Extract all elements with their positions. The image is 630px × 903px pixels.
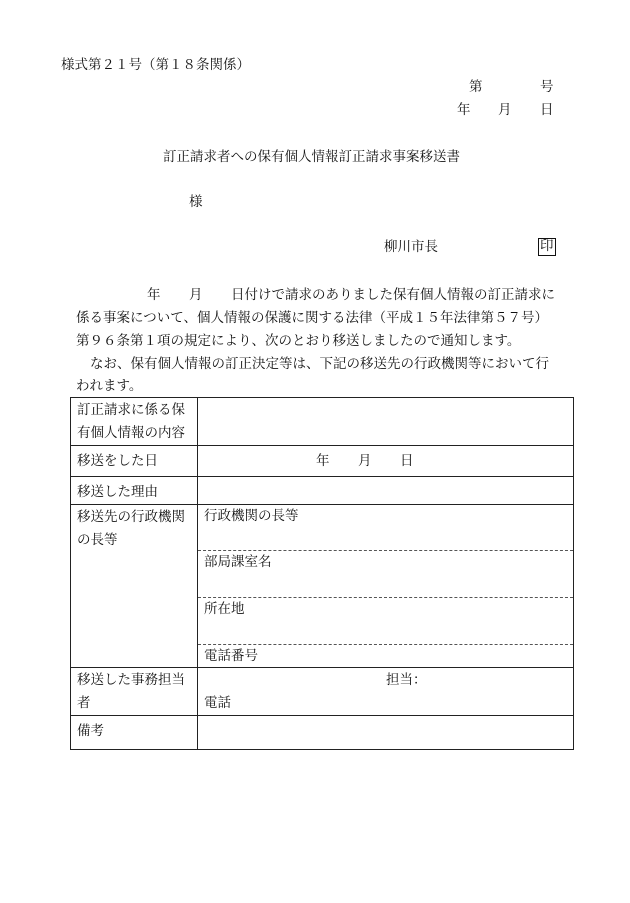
date-day: 日 <box>540 102 554 118</box>
body-year: 年 <box>147 287 161 303</box>
row-label-transfer-reason: 移送した理由 <box>71 477 198 505</box>
row-label-staff: 移送した事務担当 者 <box>71 668 198 716</box>
table-row <box>71 446 574 477</box>
body-line-2: 係る事案について、個人情報の保護に関する法律（平成１５年法律第５７号） <box>76 310 548 326</box>
seal-mark: 印 <box>540 238 554 254</box>
row-label-destination: 移送先の行政機関 の長等 <box>71 505 198 668</box>
row-label-info-content: 訂正請求に係る保 有個人情報の内容 <box>71 398 198 446</box>
form-number: 様式第２１号（第１８条関係） <box>61 57 250 73</box>
transfer-reason-value[interactable] <box>198 477 574 505</box>
department-name-field[interactable]: 部局課室名 <box>198 551 574 598</box>
transfer-details-table <box>70 397 574 750</box>
document-title: 訂正請求者への保有個人情報訂正請求事案移送書 <box>163 149 460 165</box>
row-label-transfer-date: 移送をした日 <box>71 446 198 477</box>
table-row <box>71 477 574 505</box>
staff-tel-label: 電話 <box>204 695 231 711</box>
destination-head-field[interactable]: 行政機関の長等 <box>198 505 574 551</box>
address-field[interactable]: 所在地 <box>198 598 574 645</box>
addressee-suffix: 様 <box>189 194 203 210</box>
sender-name: 柳川市長 <box>384 239 438 255</box>
staff-value[interactable] <box>198 668 574 716</box>
table-row <box>71 398 574 446</box>
date-month: 月 <box>498 102 512 118</box>
info-content-value[interactable] <box>198 398 574 446</box>
body-line-3: 第９６条第１項の規定により、次のとおり移送しましたので通知します。 <box>76 333 521 349</box>
remarks-value[interactable] <box>198 716 574 750</box>
doc-number-go: 号 <box>540 79 554 95</box>
body-line-4: なお、保有個人情報の訂正決定等は、下記の移送先の行政機関等において行 <box>90 356 549 372</box>
transfer-date-value[interactable]: 年 月 日 <box>198 446 574 477</box>
body-line-1: 日付けで請求のありました保有個人情報の訂正請求に <box>231 287 555 303</box>
row-label-remarks: 備考 <box>71 716 198 750</box>
body-line-5: われます。 <box>76 378 143 394</box>
table-row <box>71 668 574 716</box>
phone-number-field[interactable]: 電話番号 <box>198 645 574 668</box>
table-row <box>71 505 574 551</box>
staff-tanto-label: 担当： <box>386 672 427 688</box>
table-row <box>71 716 574 750</box>
body-month: 月 <box>189 287 203 303</box>
date-year: 年 <box>457 102 471 118</box>
doc-number-dai: 第 <box>469 79 483 95</box>
